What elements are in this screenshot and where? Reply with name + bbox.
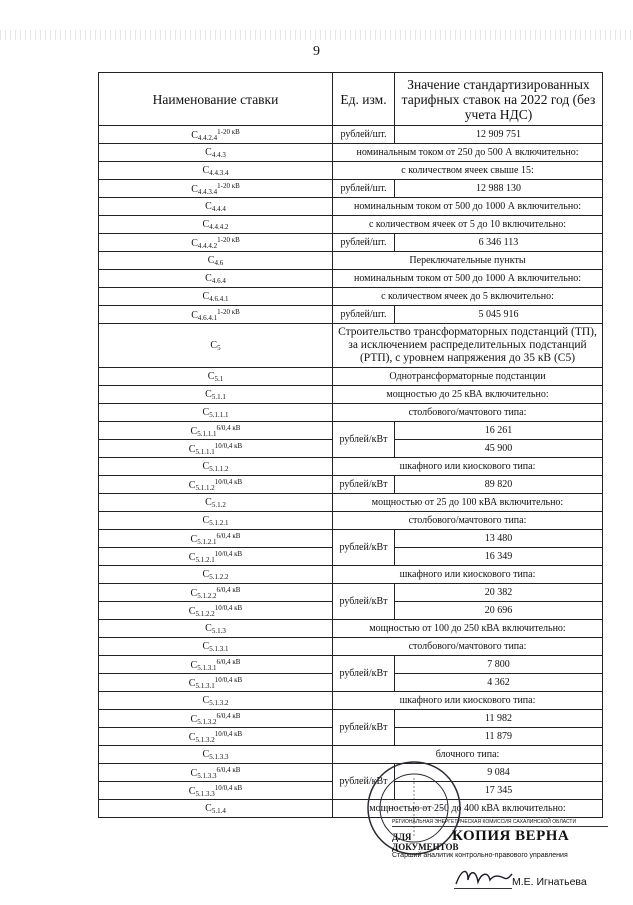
table-row	[99, 270, 603, 288]
rate-code	[99, 620, 333, 638]
rate-code-index: 5.1.3.3	[195, 789, 215, 798]
rate-code	[99, 674, 333, 692]
value-cell: 12 909 751	[395, 126, 603, 144]
rate-code-letter: C	[210, 339, 218, 351]
rate-code-index: 4.6.4.1	[197, 313, 218, 322]
value-cell: 16 261	[395, 422, 603, 440]
value-cell: 89 820	[395, 476, 603, 494]
value-cell: 4 362	[395, 674, 603, 692]
rate-code	[99, 530, 333, 548]
table-row	[99, 494, 603, 512]
rate-code-letter: C	[190, 713, 198, 725]
value-cell: 20 382	[395, 584, 603, 602]
table-row	[99, 198, 603, 216]
table-row	[99, 620, 603, 638]
rate-code	[99, 288, 333, 306]
rate-code-index: 4.4.4.2	[197, 241, 218, 250]
rate-code	[99, 404, 333, 422]
rate-code-index: 4.4.4	[211, 204, 226, 213]
rate-code	[99, 324, 333, 368]
table-row	[99, 422, 603, 440]
subsection-description: мощностью от 100 до 250 кВА включительно:	[333, 620, 603, 638]
rate-code-letter: C	[205, 496, 212, 508]
rate-code-letter: C	[191, 183, 198, 195]
rate-code-letter: C	[188, 785, 196, 797]
table-row	[99, 566, 603, 584]
rate-code-index: 5.1.1.2	[195, 483, 215, 492]
subsection-description: мощностью до 25 кВА включительно:	[333, 386, 603, 404]
rate-code	[99, 234, 333, 252]
rate-code	[99, 548, 333, 566]
rate-code-letter: C	[188, 731, 196, 743]
rate-code-voltage: 10/0,4 кВ	[214, 603, 243, 612]
value-cell: 45 900	[395, 440, 603, 458]
rate-code-index: 5.1.1	[211, 392, 226, 401]
rate-code	[99, 306, 333, 324]
rate-code-index: 4.4.3.4	[209, 168, 229, 177]
rate-code	[99, 512, 333, 530]
rate-code-voltage: 6/0,4 кВ	[216, 765, 241, 774]
value-cell: 16 349	[395, 548, 603, 566]
rate-code-voltage: 1-20 кВ	[217, 127, 240, 136]
rate-code-letter: C	[205, 272, 212, 284]
table-row	[99, 530, 603, 548]
subsection-description: Переключательные пункты	[333, 252, 603, 270]
rate-code-index: 5.1.2.2	[195, 609, 215, 618]
rate-code-letter: C	[190, 767, 198, 779]
table-row	[99, 746, 603, 764]
rate-code-letter: C	[188, 605, 196, 617]
rate-code-letter: C	[202, 290, 210, 302]
table-row	[99, 126, 603, 144]
value-cell: 20 696	[395, 602, 603, 620]
table-header-row	[99, 73, 603, 126]
rate-code-letter: C	[191, 129, 198, 141]
rate-code	[99, 782, 333, 800]
rate-code-letter: C	[205, 622, 212, 634]
subsection-description: столбового/мачтового типа:	[333, 638, 603, 656]
tariff-table	[98, 72, 603, 818]
rate-code-index: 5.1	[214, 374, 224, 383]
rate-code	[99, 162, 333, 180]
rate-code-voltage: 6/0,4 кВ	[216, 423, 241, 432]
rate-code	[99, 126, 333, 144]
rate-code-letter: C	[188, 443, 196, 455]
rate-code-letter: C	[202, 406, 210, 418]
rate-code-letter: C	[205, 802, 212, 814]
rate-code-letter: C	[191, 309, 198, 321]
table-row	[99, 216, 603, 234]
rate-code-index: 4.4.3.4	[197, 187, 218, 196]
rate-code-voltage: 1-20 кВ	[217, 181, 240, 190]
rate-code-letter: C	[202, 640, 210, 652]
table-row	[99, 476, 603, 494]
value-cell: 6 346 113	[395, 234, 603, 252]
rate-code-index: 5	[217, 343, 221, 352]
rate-code	[99, 638, 333, 656]
unit-cell: рублей/кВт	[333, 476, 395, 494]
rate-code-letter: C	[202, 514, 210, 526]
stamp-doc-text: ДЛЯ ДОКУМЕНТОВ	[392, 832, 459, 852]
value-cell: 13 480	[395, 530, 603, 548]
value-cell: 11 879	[395, 728, 603, 746]
subsection-description: номинальным током от 500 до 1000 А включительно:	[333, 198, 603, 216]
stamp-title: КОПИЯ ВЕРНА	[452, 828, 570, 844]
stamp-name: М.Е. Игнатьева	[512, 876, 587, 888]
rate-code	[99, 692, 333, 710]
table-row	[99, 306, 603, 324]
table-row	[99, 180, 603, 198]
table-row	[99, 800, 603, 818]
rate-code-index: 5.1.2.1	[197, 537, 217, 546]
subsection-description: шкафного или киоскового типа:	[333, 566, 603, 584]
rate-code	[99, 800, 333, 818]
table-row	[99, 656, 603, 674]
rate-code-voltage: 10/0,4 кВ	[214, 549, 243, 558]
rate-code	[99, 746, 333, 764]
rate-code-index: 5.1.4	[211, 806, 226, 815]
unit-cell: рублей/кВт	[333, 422, 395, 458]
rate-code	[99, 440, 333, 458]
rate-code-letter: C	[202, 568, 210, 580]
rate-code-letter: C	[202, 460, 210, 472]
rate-code	[99, 566, 333, 584]
table-row	[99, 584, 603, 602]
rate-code-letter: C	[205, 146, 212, 158]
rate-code-index: 5.1.2.2	[209, 572, 229, 581]
rate-code-index: 5.1.3.3	[197, 771, 217, 780]
rate-code	[99, 728, 333, 746]
unit-cell: рублей/шт.	[333, 126, 395, 144]
rate-code	[99, 252, 333, 270]
rate-code-letter: C	[188, 479, 196, 491]
unit-cell: рублей/кВт	[333, 656, 395, 692]
unit-cell: рублей/кВт	[333, 584, 395, 620]
rate-code-index: 5.1.1.2	[209, 464, 229, 473]
subsection-description: номинальным током от 250 до 500 А включительно:	[333, 144, 603, 162]
rate-code	[99, 216, 333, 234]
rate-code-voltage: 6/0,4 кВ	[216, 657, 241, 666]
rate-code-letter: C	[190, 587, 198, 599]
header-unit: Ед. изм.	[333, 73, 395, 126]
rate-code-voltage: 10/0,4 кВ	[214, 729, 243, 738]
value-cell: 12 988 130	[395, 180, 603, 198]
rate-code	[99, 494, 333, 512]
stamp-header: РЕГИОНАЛЬНАЯ ЭНЕРГЕТИЧЕСКАЯ КОМИССИЯ САХАЛИНСКОЙ ОБЛАСТИ	[392, 818, 608, 827]
rate-code-index: 4.6.4	[211, 276, 226, 285]
rate-code-index: 5.1.3.1	[197, 663, 217, 672]
table-row	[99, 288, 603, 306]
table-row	[99, 386, 603, 404]
rate-code-voltage: 1-20 кВ	[217, 307, 240, 316]
rate-code-index: 5.1.2.2	[197, 591, 217, 600]
subsection-description: мощностью от 25 до 100 кВА включительно:	[333, 494, 603, 512]
rate-code-voltage: 1-20 кВ	[217, 235, 240, 244]
table-row	[99, 512, 603, 530]
rate-code-letter: C	[188, 677, 196, 689]
unit-cell: рублей/шт.	[333, 180, 395, 198]
rate-code-index: 5.1.2.1	[209, 518, 229, 527]
rate-code-voltage: 6/0,4 кВ	[216, 585, 241, 594]
rate-code-letter: C	[190, 533, 198, 545]
rate-code	[99, 270, 333, 288]
signature-line	[454, 888, 512, 889]
rate-code-index: 5.1.2.1	[195, 555, 215, 564]
table-row	[99, 144, 603, 162]
header-value: Значение стандартизированных тарифных ставок на 2022 год (без учета НДС)	[395, 73, 603, 126]
rate-code-voltage: 10/0,4 кВ	[214, 675, 243, 684]
table-row	[99, 710, 603, 728]
value-cell: 9 084	[395, 764, 603, 782]
unit-cell: рублей/кВт	[333, 764, 395, 800]
rate-code-voltage: 10/0,4 кВ	[214, 783, 243, 792]
rate-code	[99, 764, 333, 782]
rate-code-index: 4.4.2.4	[197, 133, 218, 142]
subsection-description: с количеством ячеек до 5 включительно:	[333, 288, 603, 306]
rate-code-letter: C	[202, 164, 210, 176]
rate-code-letter: C	[191, 237, 198, 249]
certification-stamp	[392, 818, 608, 900]
table-row	[99, 764, 603, 782]
table-row	[99, 458, 603, 476]
rate-code	[99, 180, 333, 198]
rate-code-index: 5.1.3.1	[209, 644, 229, 653]
subsection-description: мощностью от 250 до 400 кВА включительно:	[333, 800, 603, 818]
rate-code-index: 5.1.2	[211, 500, 226, 509]
table-body	[99, 126, 603, 818]
rate-code-letter: C	[207, 370, 215, 382]
rate-code-index: 5.1.3.2	[197, 717, 217, 726]
rate-code-index: 5.1.3.2	[195, 735, 215, 744]
subsection-description: шкафного или киоскового типа:	[333, 458, 603, 476]
subsection-description: с количеством ячеек от 5 до 10 включительно:	[333, 216, 603, 234]
value-cell: 5 045 916	[395, 306, 603, 324]
subsection-description: столбового/мачтового типа:	[333, 512, 603, 530]
rate-code-index: 5.1.3	[211, 626, 226, 635]
subsection-description: номинальным током от 500 до 1000 А включительно:	[333, 270, 603, 288]
rate-code	[99, 656, 333, 674]
unit-cell: рублей/кВт	[333, 710, 395, 746]
rate-code-voltage: 6/0,4 кВ	[216, 711, 241, 720]
unit-cell: рублей/шт.	[333, 306, 395, 324]
subsection-description: блочного типа:	[333, 746, 603, 764]
section-description: Строительство трансформаторных подстанций (ТП), за исключением распределительных подстанций (РТП), с уровнем напряжения до 35 кВ (С5)	[333, 324, 603, 368]
rate-code-index: 4.6	[214, 258, 224, 267]
rate-code	[99, 144, 333, 162]
rate-code-letter: C	[202, 748, 210, 760]
subsection-description: с количеством ячеек свыше 15:	[333, 162, 603, 180]
rate-code-letter: C	[202, 218, 210, 230]
rate-code-letter: C	[205, 200, 212, 212]
unit-cell: рублей/кВт	[333, 530, 395, 566]
rate-code-voltage: 10/0,4 кВ	[214, 477, 243, 486]
rate-code	[99, 602, 333, 620]
rate-code	[99, 422, 333, 440]
table-row	[99, 324, 603, 368]
rate-code-letter: C	[190, 425, 198, 437]
rate-code	[99, 198, 333, 216]
rate-code-index: 5.1.3.3	[209, 752, 229, 761]
rate-code-index: 5.1.1.1	[209, 410, 229, 419]
rate-code	[99, 584, 333, 602]
stamp-position: Старший аналитик контрольно-правового управления	[392, 852, 568, 859]
value-cell: 7 800	[395, 656, 603, 674]
rate-code-letter: C	[202, 694, 210, 706]
subsection-description: Однотрансформаторные подстанции	[333, 368, 603, 386]
rate-code-index: 5.1.3.2	[209, 698, 229, 707]
rate-code-index: 4.6.4.1	[209, 294, 229, 303]
rate-code	[99, 458, 333, 476]
rate-code	[99, 368, 333, 386]
scan-noise	[0, 30, 633, 40]
table-row	[99, 404, 603, 422]
rate-code-voltage: 10/0,4 кВ	[214, 441, 243, 450]
table-row	[99, 638, 603, 656]
rate-code-index: 5.1.1.1	[197, 429, 217, 438]
signature	[454, 864, 514, 890]
value-cell: 11 982	[395, 710, 603, 728]
rate-code-voltage: 6/0,4 кВ	[216, 531, 241, 540]
header-name: Наименование ставки	[99, 73, 333, 126]
value-cell: 17 345	[395, 782, 603, 800]
rate-code-letter: C	[205, 388, 212, 400]
rate-code-index: 5.1.1.1	[195, 447, 215, 456]
subsection-description: столбового/мачтового типа:	[333, 404, 603, 422]
rate-code	[99, 710, 333, 728]
table-row	[99, 368, 603, 386]
rate-code-letter: C	[207, 254, 215, 266]
rate-code-index: 5.1.3.1	[195, 681, 215, 690]
rate-code-letter: C	[188, 551, 196, 563]
table-row	[99, 162, 603, 180]
rate-code-index: 4.4.4.2	[209, 222, 229, 231]
table-row	[99, 692, 603, 710]
table-row	[99, 234, 603, 252]
rate-code	[99, 386, 333, 404]
subsection-description: шкафного или киоскового типа:	[333, 692, 603, 710]
rate-code-index: 4.4.3	[211, 150, 226, 159]
page-number: 9	[313, 44, 320, 59]
table-row	[99, 252, 603, 270]
rate-code-letter: C	[190, 659, 198, 671]
unit-cell: рублей/шт.	[333, 234, 395, 252]
rate-code	[99, 476, 333, 494]
